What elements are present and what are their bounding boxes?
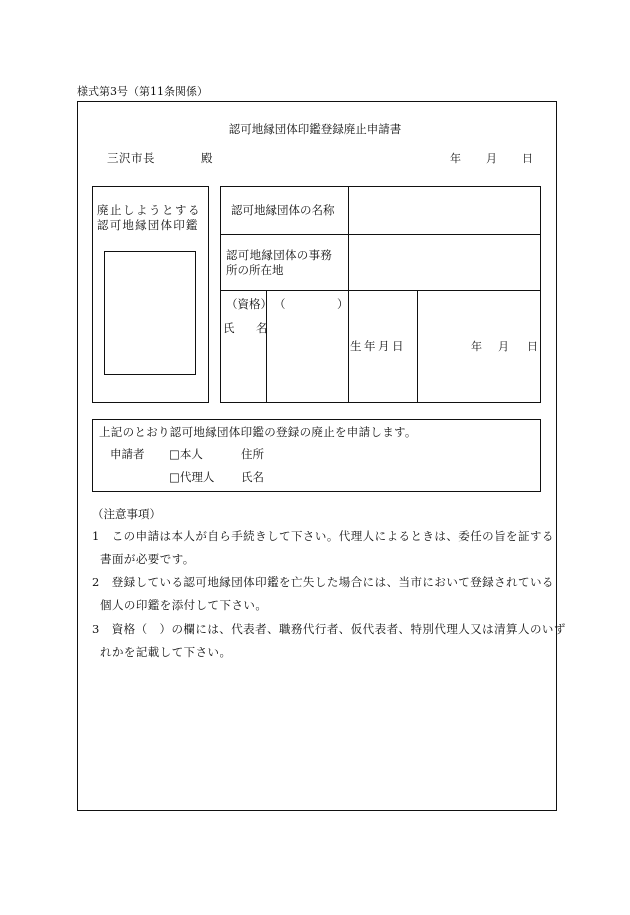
note-3-line1: 3 資格（ ）の欄には、代表者、職務代行者、仮代表者、特別代理人又は清算人のいず (92, 622, 566, 636)
birth-year-label: 年 (471, 340, 482, 353)
birth-day-label: 日 (527, 340, 538, 353)
field-qualification[interactable] (282, 296, 334, 314)
note-2-line1: 2 登録している認可地縁団体印鑑を亡失した場合には、当市において登録されている (92, 575, 554, 589)
notes-heading: （注意事項） (92, 507, 161, 521)
label-name-shi: 氏 (223, 321, 235, 335)
label-applicant: 申請者 (110, 447, 145, 461)
checkbox-agent[interactable]: □代理人 (169, 470, 215, 484)
field-group-name[interactable] (353, 192, 536, 230)
grid-divider-row2 (220, 290, 541, 291)
label-group-name: 認可地縁団体の名称 (231, 203, 335, 217)
checkbox-self[interactable]: □本人 (169, 447, 203, 461)
grid-divider-col-birth (417, 290, 418, 403)
grid-divider-row1 (220, 234, 541, 235)
grid-divider-col-label (348, 186, 349, 403)
form-title: 認可地縁団体印鑑登録廃止申請書 (228, 122, 402, 136)
addressee: 三沢市長 (107, 151, 155, 165)
date-day-label: 日 (522, 152, 533, 165)
honorific: 殿 (201, 151, 213, 165)
label-office-line1: 認可地縁団体の事務 (226, 248, 333, 262)
field-birth-date[interactable] (421, 296, 536, 398)
note-1-line1: 1 この申請は本人が自ら手続きして下さい。代理人によるときは、委任の旨を証する (92, 529, 554, 543)
birth-month-label: 月 (498, 340, 509, 353)
seal-impression-box[interactable] (104, 251, 196, 375)
label-address: 住所 (241, 447, 264, 461)
declaration-text: 上記のとおり認可地縁団体印鑑の登録の廃止を申請します。 (99, 425, 417, 439)
date-month-label: 月 (486, 152, 497, 165)
qualification-paren-close: ） (337, 297, 349, 311)
label-office-line2: 所の所在地 (226, 263, 284, 277)
label-qualification: （資格） (226, 297, 272, 311)
label-signature-name: 氏名 (241, 470, 264, 484)
qualification-paren-open: （ (274, 297, 286, 311)
field-representative-name[interactable] (270, 318, 344, 398)
label-birth-date: 生年月日 (350, 339, 406, 353)
field-office-address[interactable] (353, 240, 536, 286)
seal-label-line1: 廃止しようとする (97, 203, 201, 217)
date-year-label: 年 (450, 152, 461, 165)
note-1-line2: 書面が必要です。 (100, 552, 195, 566)
seal-label-line2: 認可地縁団体印鑑 (97, 218, 199, 232)
note-3-line2: れかを記載して下さい。 (100, 645, 232, 659)
form-number-label: 様式第3号（第11条関係） (77, 85, 208, 98)
label-name-mei: 名 (256, 321, 268, 335)
note-2-line2: 個人の印鑑を添付して下さい。 (100, 598, 268, 612)
